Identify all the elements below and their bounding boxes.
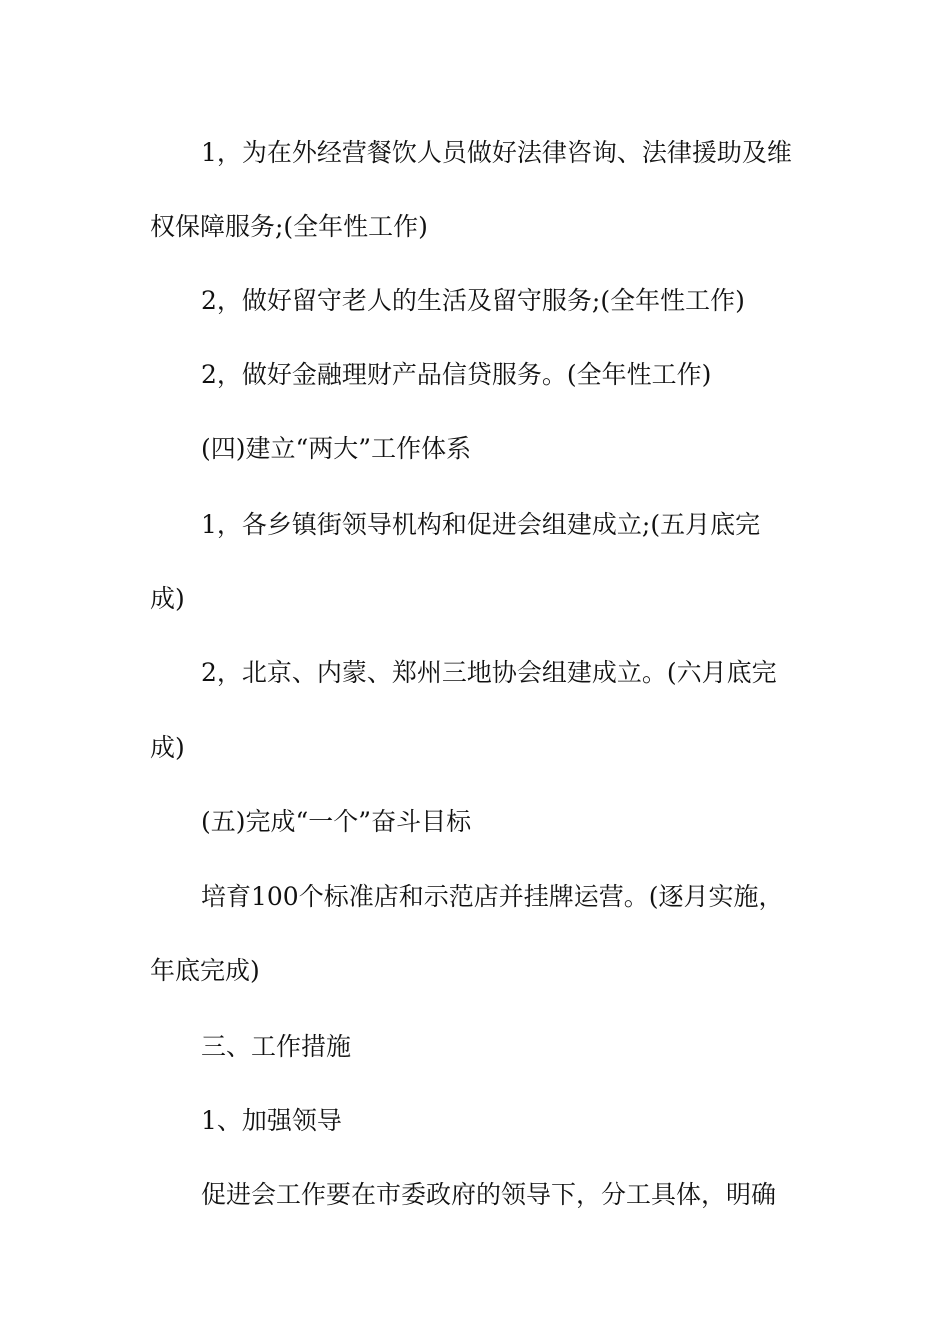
paragraph-line: 2，做好留守老人的生活及留守服务;(全年性工作)	[201, 286, 745, 315]
paragraph-line: 1，为在外经营餐饮人员做好法律咨询、法律援助及维	[201, 138, 792, 167]
paragraph-line: 成)	[150, 584, 185, 613]
paragraph-line: 2，做好金融理财产品信贷服务。(全年性工作)	[201, 360, 712, 389]
subsection-heading: 1、加强领导	[201, 1106, 342, 1135]
section-heading: (五)完成“一个”奋斗目标	[201, 807, 472, 836]
section-heading: (四)建立“两大”工作体系	[201, 434, 472, 463]
paragraph-line: 成)	[150, 733, 185, 762]
section-heading: 三、工作措施	[201, 1032, 352, 1061]
paragraph-line: 权保障服务;(全年性工作)	[150, 212, 428, 241]
paragraph-line: 年底完成)	[150, 956, 260, 985]
paragraph-line: 促进会工作要在市委政府的领导下，分工具体，明确	[201, 1180, 777, 1209]
paragraph-line: 2，北京、内蒙、郑州三地协会组建成立。(六月底完	[201, 658, 777, 687]
paragraph-line: 培育100个标准店和示范店并挂牌运营。(逐月实施，	[201, 882, 784, 911]
paragraph-line: 1，各乡镇街领导机构和促进会组建成立;(五月底完	[201, 510, 761, 539]
